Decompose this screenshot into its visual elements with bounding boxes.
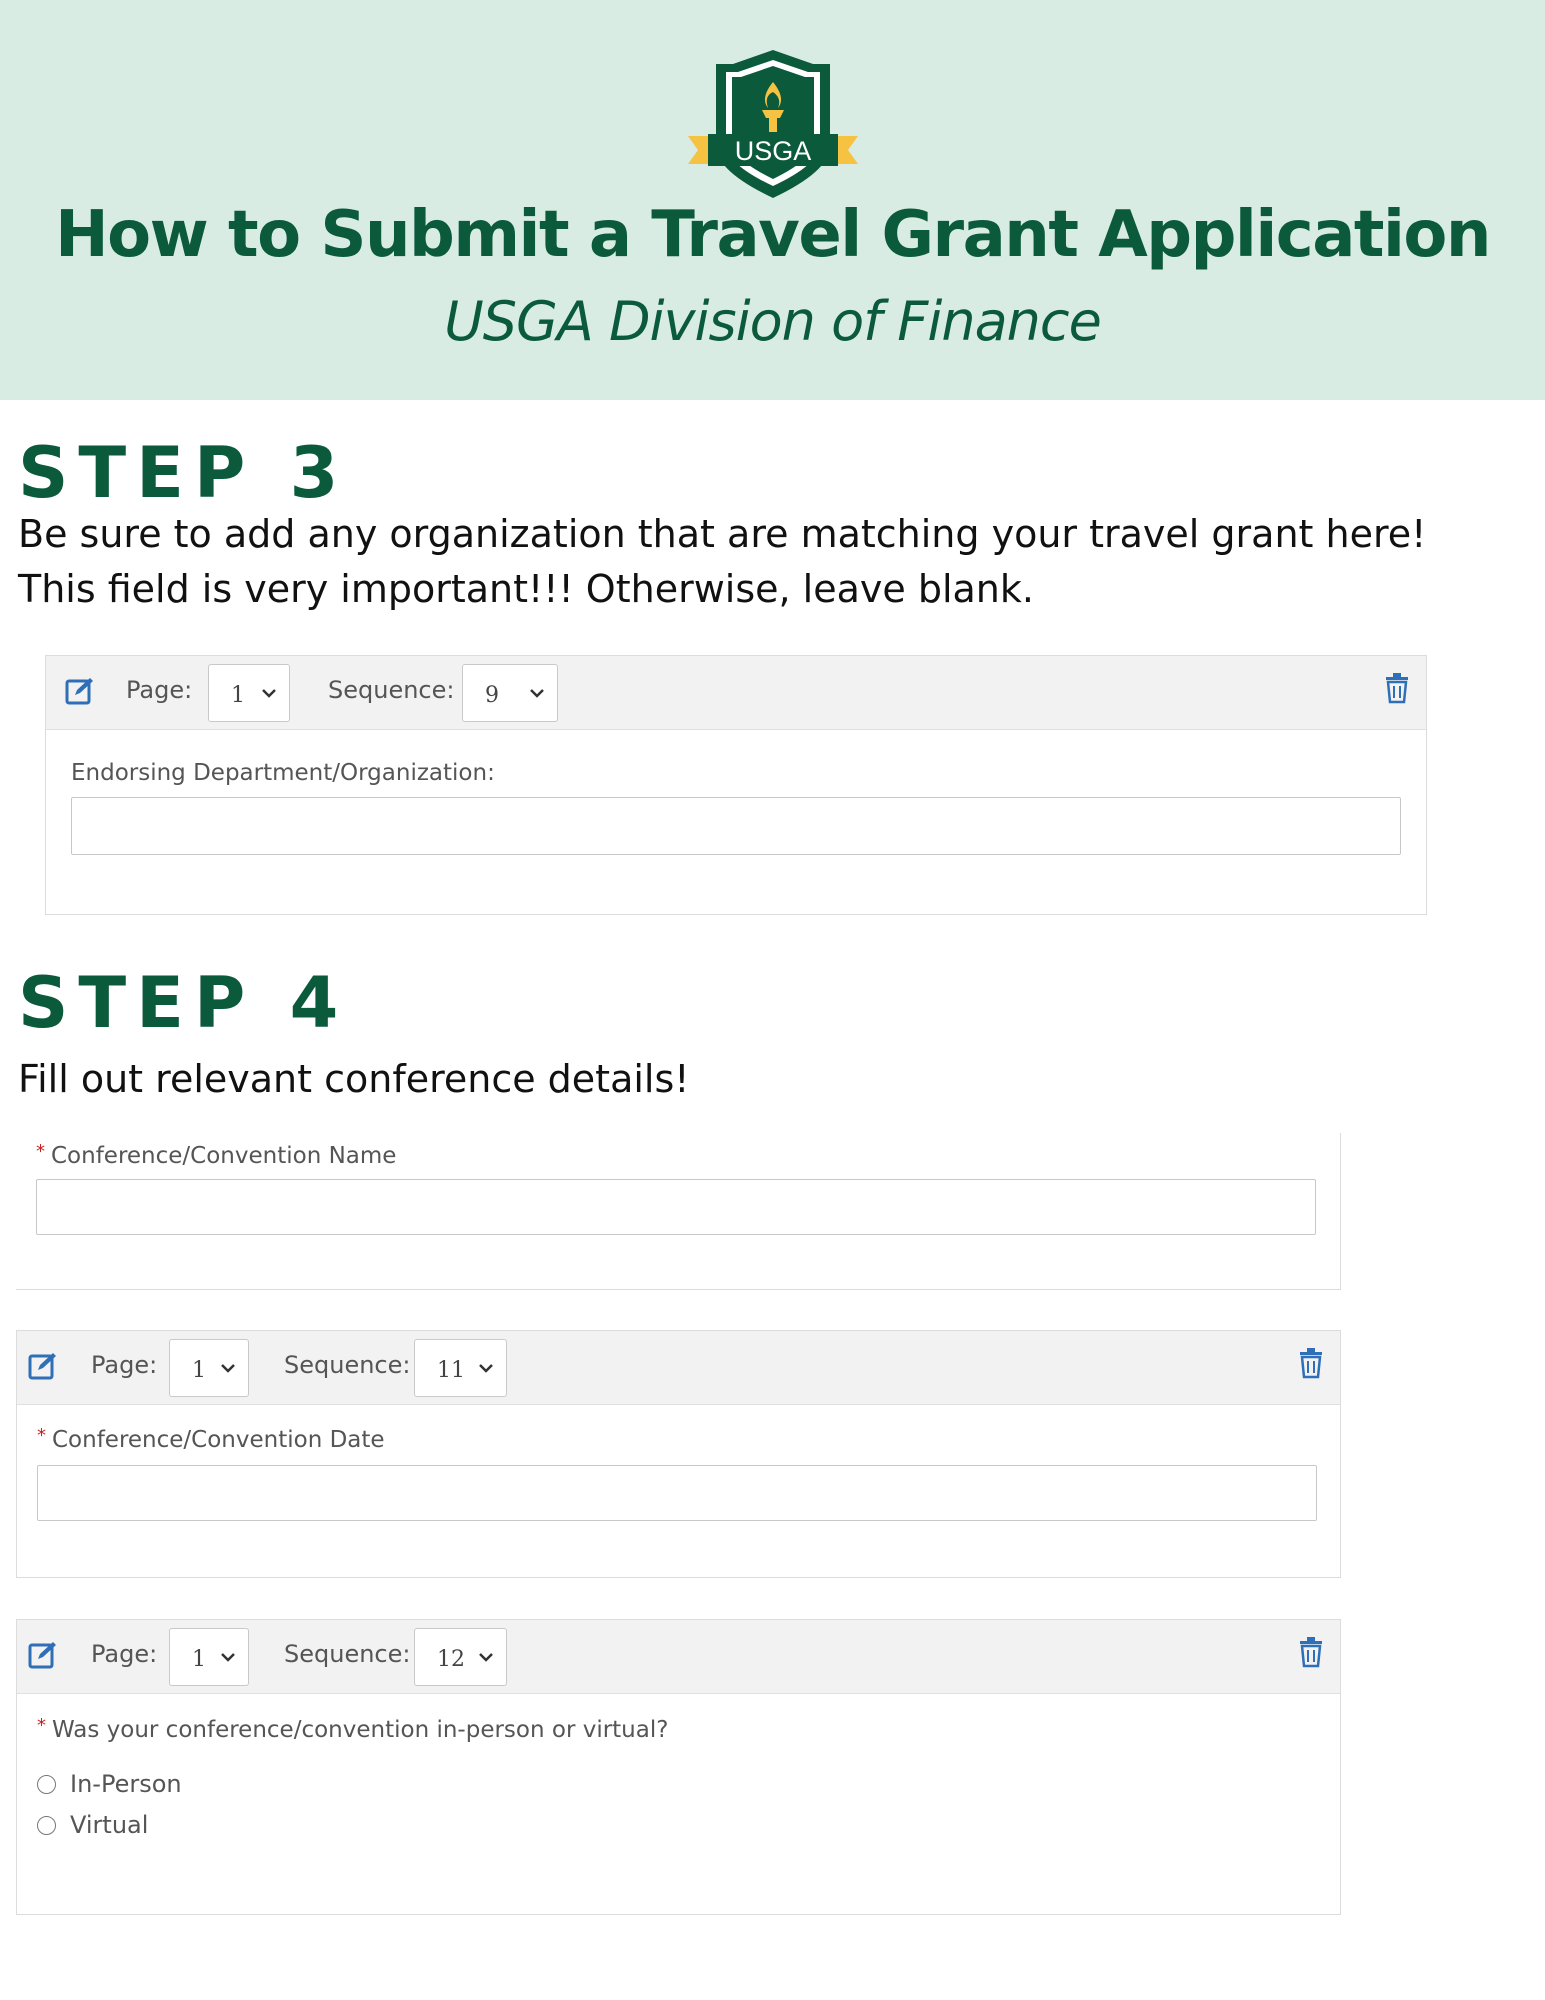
edit-icon[interactable] [27,1640,59,1672]
chevron-down-icon [478,1362,494,1374]
page-select[interactable]: 1 [169,1628,249,1686]
chevron-down-icon [220,1651,236,1663]
sequence-label: Sequence: [328,676,455,704]
sequence-select[interactable]: 11 [414,1339,507,1397]
endorsing-org-label: Endorsing Department/Organization: [71,760,495,786]
step4-title: STEP 4 [18,962,349,1044]
chevron-down-icon [478,1651,494,1663]
card-toolbar [17,1331,1340,1405]
conference-name-input[interactable] [36,1179,1316,1235]
usga-logo [688,46,858,201]
step3-form-card [45,655,1427,915]
header-banner [0,0,1545,400]
conference-mode-card [16,1619,1341,1915]
card-toolbar [17,1620,1340,1694]
chevron-down-icon [261,687,277,699]
card-toolbar [46,656,1426,730]
sequence-label: Sequence: [284,1640,411,1668]
radio-button[interactable] [37,1816,56,1835]
trash-icon[interactable] [1298,1347,1324,1379]
radio-button[interactable] [37,1775,56,1794]
radio-option-virtual[interactable]: Virtual [37,1811,148,1839]
step3-description: Be sure to add any organization that are matching your travel grant here! This field is very important!!! Otherwise, leave blank. [18,512,1427,611]
radio-option-in-person[interactable]: In-Person [37,1770,182,1798]
page-select[interactable]: 1 [208,664,290,722]
trash-icon[interactable] [1384,672,1410,704]
page-title: How to Submit a Travel Grant Application [55,198,1490,272]
page-label: Page: [91,1640,158,1668]
chevron-down-icon [220,1362,236,1374]
sequence-select[interactable]: 12 [414,1628,507,1686]
edit-icon[interactable] [27,1351,59,1383]
page-select[interactable]: 1 [169,1339,249,1397]
conference-date-label: * Conference/Convention Date [37,1425,385,1453]
page-label: Page: [126,676,193,704]
conference-mode-question: * Was your conference/convention in-person or virtual? [37,1715,669,1743]
step3-title: STEP 3 [18,432,349,514]
step4-description: Fill out relevant conference details! [18,1057,690,1101]
conference-date-card [16,1330,1341,1578]
trash-icon[interactable] [1298,1636,1324,1668]
sequence-select[interactable]: 9 [462,664,558,722]
endorsing-org-input[interactable] [71,797,1401,855]
chevron-down-icon [529,687,545,699]
svg-text:USGA: USGA [734,136,812,166]
conference-date-input[interactable] [37,1465,1317,1521]
sequence-label: Sequence: [284,1351,411,1379]
conference-name-card [16,1133,1341,1290]
page-subtitle: USGA Division of Finance [444,290,1101,353]
page-label: Page: [91,1351,158,1379]
edit-icon[interactable] [64,676,96,708]
conference-name-label: * Conference/Convention Name [36,1141,397,1169]
